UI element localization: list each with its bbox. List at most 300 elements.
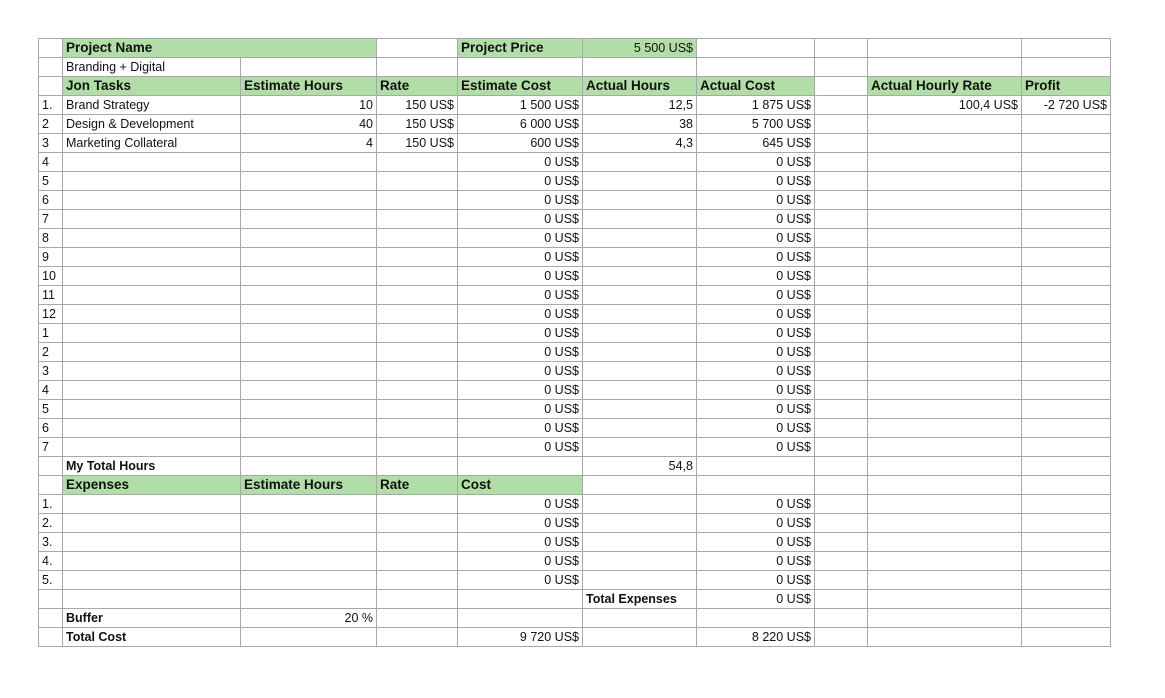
actual-hours[interactable] [583, 229, 697, 248]
estimate-cost[interactable]: 0 US$ [458, 362, 583, 381]
task-name[interactable] [63, 305, 241, 324]
actual-cost[interactable]: 0 US$ [697, 229, 815, 248]
actual-cost[interactable]: 0 US$ [697, 286, 815, 305]
cell[interactable] [868, 438, 1022, 457]
task-name[interactable] [63, 324, 241, 343]
cell[interactable] [815, 476, 868, 495]
cell[interactable] [697, 58, 815, 77]
cell[interactable] [1022, 514, 1111, 533]
cell[interactable] [868, 590, 1022, 609]
total-cost-estimate[interactable]: 9 720 US$ [458, 628, 583, 647]
actual-cost[interactable]: 0 US$ [697, 267, 815, 286]
row-index[interactable]: 3 [39, 134, 63, 153]
actual-cost[interactable]: 645 US$ [697, 134, 815, 153]
cell[interactable] [1022, 343, 1111, 362]
estimate-hours[interactable] [241, 400, 377, 419]
cell[interactable] [697, 609, 815, 628]
estimate-hours[interactable] [241, 153, 377, 172]
expense-cost[interactable]: 0 US$ [458, 514, 583, 533]
estimate-hours[interactable] [241, 191, 377, 210]
cell[interactable] [1022, 134, 1111, 153]
row-index[interactable]: 1 [39, 324, 63, 343]
cell[interactable] [868, 552, 1022, 571]
cell[interactable] [868, 58, 1022, 77]
row-index[interactable]: 4. [39, 552, 63, 571]
actual-hours[interactable] [583, 419, 697, 438]
cell[interactable] [583, 552, 697, 571]
cell[interactable] [1022, 248, 1111, 267]
header-task[interactable]: Jon Tasks [63, 77, 241, 96]
cell[interactable] [39, 609, 63, 628]
row-index[interactable]: 8 [39, 229, 63, 248]
expense-actual-cost[interactable]: 0 US$ [697, 552, 815, 571]
row-index[interactable]: 4 [39, 153, 63, 172]
actual-cost[interactable]: 0 US$ [697, 343, 815, 362]
row-index[interactable]: 3. [39, 533, 63, 552]
task-name[interactable] [63, 210, 241, 229]
row-index[interactable]: 4 [39, 381, 63, 400]
actual-hours[interactable] [583, 210, 697, 229]
expense-actual-cost[interactable]: 0 US$ [697, 514, 815, 533]
row-index[interactable]: 7 [39, 210, 63, 229]
cell[interactable] [377, 552, 458, 571]
cell[interactable] [815, 305, 868, 324]
cell[interactable] [868, 628, 1022, 647]
cell[interactable] [1022, 628, 1111, 647]
rate[interactable]: 150 US$ [377, 96, 458, 115]
cell[interactable] [868, 533, 1022, 552]
total-hours-label[interactable]: My Total Hours [63, 457, 241, 476]
header-expense-estimate-hours[interactable]: Estimate Hours [241, 476, 377, 495]
cell[interactable] [241, 628, 377, 647]
cell[interactable] [377, 609, 458, 628]
cell[interactable] [868, 495, 1022, 514]
cell[interactable] [868, 476, 1022, 495]
actual-hours[interactable] [583, 438, 697, 457]
cell[interactable] [39, 457, 63, 476]
row-index[interactable]: 3 [39, 362, 63, 381]
rate[interactable]: 150 US$ [377, 134, 458, 153]
actual-cost[interactable]: 0 US$ [697, 153, 815, 172]
estimate-cost[interactable]: 0 US$ [458, 324, 583, 343]
cell[interactable] [39, 590, 63, 609]
cell[interactable] [241, 533, 377, 552]
cell[interactable] [377, 58, 458, 77]
row-index[interactable]: 7 [39, 438, 63, 457]
cell[interactable] [377, 457, 458, 476]
header-rate[interactable]: Rate [377, 77, 458, 96]
rate[interactable] [377, 305, 458, 324]
cell[interactable] [868, 286, 1022, 305]
actual-cost[interactable]: 0 US$ [697, 324, 815, 343]
row-index[interactable]: 2. [39, 514, 63, 533]
cell[interactable] [815, 419, 868, 438]
cell[interactable] [815, 628, 868, 647]
estimate-cost[interactable]: 0 US$ [458, 286, 583, 305]
actual-cost[interactable]: 5 700 US$ [697, 115, 815, 134]
cell[interactable] [377, 39, 458, 58]
cell[interactable] [1022, 172, 1111, 191]
cell[interactable] [815, 210, 868, 229]
cell[interactable] [1022, 362, 1111, 381]
cell[interactable] [1022, 229, 1111, 248]
task-name[interactable] [63, 191, 241, 210]
task-name[interactable] [63, 381, 241, 400]
actual-cost[interactable]: 0 US$ [697, 419, 815, 438]
estimate-hours[interactable] [241, 419, 377, 438]
total-cost-actual[interactable]: 8 220 US$ [697, 628, 815, 647]
row-index[interactable]: 5 [39, 172, 63, 191]
actual-cost[interactable]: 0 US$ [697, 400, 815, 419]
cell[interactable] [868, 134, 1022, 153]
cell[interactable] [1022, 191, 1111, 210]
cell[interactable] [1022, 305, 1111, 324]
cell[interactable] [1022, 210, 1111, 229]
actual-cost[interactable]: 0 US$ [697, 210, 815, 229]
actual-hours[interactable] [583, 362, 697, 381]
cell[interactable] [241, 571, 377, 590]
cell[interactable] [1022, 533, 1111, 552]
expense-actual-cost[interactable]: 0 US$ [697, 571, 815, 590]
cell[interactable] [697, 457, 815, 476]
task-name[interactable] [63, 400, 241, 419]
actual-hours[interactable] [583, 324, 697, 343]
estimate-hours[interactable]: 10 [241, 96, 377, 115]
cell[interactable] [1022, 438, 1111, 457]
task-name[interactable] [63, 362, 241, 381]
cell[interactable] [815, 191, 868, 210]
task-name[interactable]: Design & Development [63, 115, 241, 134]
cell[interactable] [815, 514, 868, 533]
row-index[interactable]: 12 [39, 305, 63, 324]
rate[interactable] [377, 381, 458, 400]
actual-hours[interactable] [583, 191, 697, 210]
task-name[interactable] [63, 172, 241, 191]
cell[interactable] [1022, 571, 1111, 590]
actual-hours[interactable] [583, 172, 697, 191]
task-name[interactable] [63, 286, 241, 305]
cell[interactable] [868, 514, 1022, 533]
expense-name[interactable] [63, 533, 241, 552]
expense-cost[interactable]: 0 US$ [458, 552, 583, 571]
cell[interactable] [1022, 381, 1111, 400]
cell[interactable] [868, 305, 1022, 324]
estimate-cost[interactable]: 6 000 US$ [458, 115, 583, 134]
cell[interactable] [868, 457, 1022, 476]
cell[interactable] [815, 609, 868, 628]
cell[interactable] [241, 590, 377, 609]
actual-cost[interactable]: 0 US$ [697, 248, 815, 267]
task-name[interactable] [63, 248, 241, 267]
estimate-cost[interactable]: 0 US$ [458, 229, 583, 248]
cell[interactable] [1022, 476, 1111, 495]
header-profit[interactable]: Profit [1022, 77, 1111, 96]
cell[interactable] [583, 58, 697, 77]
actual-hours[interactable] [583, 381, 697, 400]
cell[interactable] [868, 248, 1022, 267]
cell[interactable] [868, 609, 1022, 628]
cell[interactable] [868, 191, 1022, 210]
cell[interactable] [1022, 39, 1111, 58]
header-estimate-cost[interactable]: Estimate Cost [458, 77, 583, 96]
cell[interactable] [1022, 419, 1111, 438]
cell[interactable] [815, 229, 868, 248]
actual-cost[interactable]: 0 US$ [697, 438, 815, 457]
cell[interactable] [1022, 400, 1111, 419]
estimate-hours[interactable] [241, 305, 377, 324]
actual-cost[interactable]: 0 US$ [697, 191, 815, 210]
expense-name[interactable] [63, 514, 241, 533]
rate[interactable] [377, 438, 458, 457]
cell[interactable] [815, 457, 868, 476]
cell[interactable] [868, 362, 1022, 381]
cell[interactable] [815, 172, 868, 191]
cell[interactable] [1022, 457, 1111, 476]
cell[interactable] [377, 495, 458, 514]
cell[interactable] [868, 172, 1022, 191]
cell[interactable] [868, 39, 1022, 58]
cell[interactable] [1022, 58, 1111, 77]
estimate-hours[interactable] [241, 210, 377, 229]
cell[interactable] [377, 628, 458, 647]
cell[interactable] [458, 457, 583, 476]
cell[interactable] [815, 495, 868, 514]
cell[interactable] [815, 552, 868, 571]
cell[interactable] [868, 115, 1022, 134]
cell[interactable] [868, 571, 1022, 590]
cell[interactable] [583, 571, 697, 590]
estimate-cost[interactable]: 0 US$ [458, 419, 583, 438]
cell[interactable] [241, 514, 377, 533]
estimate-cost[interactable]: 0 US$ [458, 153, 583, 172]
cell[interactable] [815, 438, 868, 457]
actual-cost[interactable]: 0 US$ [697, 362, 815, 381]
cell[interactable] [815, 343, 868, 362]
cell[interactable] [868, 267, 1022, 286]
rate[interactable] [377, 248, 458, 267]
task-name[interactable]: Brand Strategy [63, 96, 241, 115]
cell[interactable] [868, 419, 1022, 438]
cell[interactable] [39, 476, 63, 495]
row-index[interactable]: 6 [39, 191, 63, 210]
cell[interactable] [63, 590, 241, 609]
estimate-cost[interactable]: 0 US$ [458, 305, 583, 324]
cell[interactable] [815, 39, 868, 58]
total-hours-value[interactable]: 54,8 [583, 457, 697, 476]
actual-hourly-rate-value[interactable]: 100,4 US$ [868, 96, 1022, 115]
cell[interactable] [697, 39, 815, 58]
cell[interactable] [39, 77, 63, 96]
cell[interactable] [377, 590, 458, 609]
row-index[interactable]: 1. [39, 96, 63, 115]
actual-hours[interactable]: 4,3 [583, 134, 697, 153]
row-index[interactable]: 6 [39, 419, 63, 438]
cell[interactable] [377, 571, 458, 590]
expense-name[interactable] [63, 571, 241, 590]
rate[interactable] [377, 286, 458, 305]
rate[interactable] [377, 324, 458, 343]
estimate-hours[interactable] [241, 172, 377, 191]
header-expense-rate[interactable]: Rate [377, 476, 458, 495]
project-name-value[interactable]: Branding + Digital [63, 58, 241, 77]
actual-hours[interactable] [583, 286, 697, 305]
cell[interactable] [1022, 153, 1111, 172]
row-index[interactable]: 5 [39, 400, 63, 419]
estimate-hours[interactable] [241, 343, 377, 362]
buffer-value[interactable]: 20 % [241, 609, 377, 628]
cell[interactable] [815, 115, 868, 134]
estimate-hours[interactable]: 40 [241, 115, 377, 134]
expense-name[interactable] [63, 495, 241, 514]
cell[interactable] [815, 381, 868, 400]
estimate-hours[interactable] [241, 267, 377, 286]
rate[interactable] [377, 419, 458, 438]
cell[interactable] [241, 58, 377, 77]
project-price-value[interactable]: 5 500 US$ [583, 39, 697, 58]
task-name[interactable] [63, 229, 241, 248]
expense-name[interactable] [63, 552, 241, 571]
actual-cost[interactable]: 0 US$ [697, 381, 815, 400]
cell[interactable] [815, 134, 868, 153]
cell[interactable] [815, 362, 868, 381]
rate[interactable] [377, 343, 458, 362]
cell[interactable] [583, 628, 697, 647]
cell[interactable] [241, 552, 377, 571]
cell[interactable] [1022, 495, 1111, 514]
actual-hours[interactable]: 38 [583, 115, 697, 134]
cell[interactable] [815, 248, 868, 267]
actual-hours[interactable] [583, 248, 697, 267]
estimate-hours[interactable] [241, 324, 377, 343]
actual-hours[interactable] [583, 267, 697, 286]
header-actual-hours[interactable]: Actual Hours [583, 77, 697, 96]
rate[interactable] [377, 267, 458, 286]
row-index[interactable]: 11 [39, 286, 63, 305]
estimate-cost[interactable]: 0 US$ [458, 438, 583, 457]
header-expense[interactable]: Expenses [63, 476, 241, 495]
cell[interactable] [815, 533, 868, 552]
cell[interactable] [815, 590, 868, 609]
task-name[interactable] [63, 343, 241, 362]
cell[interactable] [868, 210, 1022, 229]
cell[interactable] [1022, 590, 1111, 609]
cell[interactable] [868, 229, 1022, 248]
task-name[interactable]: Marketing Collateral [63, 134, 241, 153]
cell[interactable] [815, 153, 868, 172]
task-name[interactable] [63, 438, 241, 457]
actual-hours[interactable] [583, 343, 697, 362]
estimate-cost[interactable]: 0 US$ [458, 267, 583, 286]
rate[interactable] [377, 172, 458, 191]
cell[interactable] [1022, 324, 1111, 343]
cell[interactable] [241, 495, 377, 514]
row-index[interactable]: 2 [39, 115, 63, 134]
task-name[interactable] [63, 153, 241, 172]
cell[interactable] [1022, 609, 1111, 628]
estimate-hours[interactable] [241, 381, 377, 400]
cell[interactable] [815, 571, 868, 590]
row-index[interactable]: 10 [39, 267, 63, 286]
cell[interactable] [868, 324, 1022, 343]
estimate-cost[interactable]: 0 US$ [458, 172, 583, 191]
estimate-cost[interactable]: 600 US$ [458, 134, 583, 153]
actual-cost[interactable]: 1 875 US$ [697, 96, 815, 115]
actual-cost[interactable]: 0 US$ [697, 305, 815, 324]
cell[interactable] [868, 343, 1022, 362]
estimate-hours[interactable] [241, 248, 377, 267]
estimate-cost[interactable]: 0 US$ [458, 191, 583, 210]
cell[interactable] [815, 400, 868, 419]
cell[interactable] [583, 514, 697, 533]
row-index[interactable]: 9 [39, 248, 63, 267]
cell[interactable] [377, 533, 458, 552]
row-index[interactable]: 1. [39, 495, 63, 514]
rate[interactable] [377, 191, 458, 210]
header-expense-cost[interactable]: Cost [458, 476, 583, 495]
rate[interactable] [377, 210, 458, 229]
row-index[interactable]: 2 [39, 343, 63, 362]
estimate-cost[interactable]: 0 US$ [458, 248, 583, 267]
rate[interactable] [377, 153, 458, 172]
cell[interactable] [815, 77, 868, 96]
cell[interactable] [1022, 552, 1111, 571]
cell[interactable] [1022, 115, 1111, 134]
total-expenses-value[interactable]: 0 US$ [697, 590, 815, 609]
cell[interactable] [583, 533, 697, 552]
row-index[interactable]: 5. [39, 571, 63, 590]
cell[interactable] [458, 590, 583, 609]
expense-actual-cost[interactable]: 0 US$ [697, 533, 815, 552]
cell[interactable] [815, 96, 868, 115]
task-name[interactable] [63, 419, 241, 438]
cell[interactable] [39, 628, 63, 647]
rate[interactable] [377, 400, 458, 419]
actual-cost[interactable]: 0 US$ [697, 172, 815, 191]
estimate-cost[interactable]: 1 500 US$ [458, 96, 583, 115]
actual-hours[interactable] [583, 305, 697, 324]
rate[interactable]: 150 US$ [377, 115, 458, 134]
cell[interactable] [583, 476, 697, 495]
profit-value[interactable]: -2 720 US$ [1022, 96, 1111, 115]
header-actual-cost[interactable]: Actual Cost [697, 77, 815, 96]
estimate-cost[interactable]: 0 US$ [458, 381, 583, 400]
estimate-hours[interactable] [241, 362, 377, 381]
estimate-cost[interactable]: 0 US$ [458, 343, 583, 362]
buffer-label[interactable]: Buffer [63, 609, 241, 628]
cell[interactable] [39, 39, 63, 58]
estimate-cost[interactable]: 0 US$ [458, 210, 583, 229]
rate[interactable] [377, 362, 458, 381]
cell[interactable] [1022, 286, 1111, 305]
cell[interactable] [868, 153, 1022, 172]
estimate-hours[interactable]: 4 [241, 134, 377, 153]
estimate-hours[interactable] [241, 438, 377, 457]
cell[interactable] [868, 381, 1022, 400]
estimate-cost[interactable]: 0 US$ [458, 400, 583, 419]
actual-hours[interactable]: 12,5 [583, 96, 697, 115]
actual-hours[interactable] [583, 153, 697, 172]
total-expenses-label[interactable]: Total Expenses [583, 590, 697, 609]
cell[interactable] [241, 457, 377, 476]
cell[interactable] [868, 400, 1022, 419]
cell[interactable] [377, 514, 458, 533]
cell[interactable] [815, 267, 868, 286]
total-cost-label[interactable]: Total Cost [63, 628, 241, 647]
estimate-hours[interactable] [241, 229, 377, 248]
cell[interactable] [697, 476, 815, 495]
header-estimate-hours[interactable]: Estimate Hours [241, 77, 377, 96]
task-name[interactable] [63, 267, 241, 286]
